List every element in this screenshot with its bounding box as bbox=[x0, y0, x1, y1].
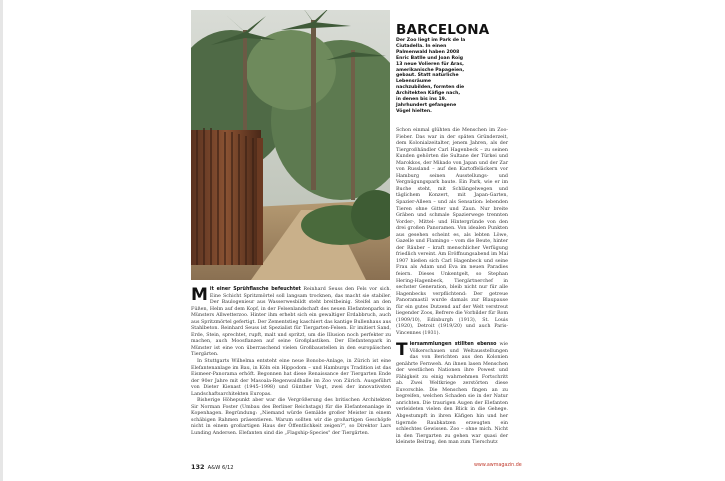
right-text-column-lower bbox=[396, 342, 508, 447]
left-lead-in: it einer Sprühflasche befeuchtet bbox=[209, 287, 301, 292]
spread-gutter-shadow bbox=[0, 0, 3, 481]
sidebar-title: BARCELONA bbox=[396, 22, 490, 38]
dropcap-m: M bbox=[191, 285, 208, 305]
magazine-url[interactable]: www.awmagazin.de bbox=[474, 463, 522, 468]
right-paragraph-2 bbox=[396, 342, 508, 447]
right-text-column bbox=[396, 128, 508, 338]
right-lead-in: iersammlungen stillten ebenso bbox=[409, 342, 497, 347]
left-paragraph-2: In Stuttgarts Wilhelma entsteht eine neue Bonobo-Anlage, in Zürich ist eine Elefantenanlage im Bau, in Köln ein Hippodom – und Hamburgs Tradition ist das Eismeer-Panorama erhöft. Begonnen hat diese Renaissance der Tiergarten Ende der 90er Jahre mit der Masoala-Regenwaldhalle im Zoo von Zürich. Ausgeführt von Dieter Kienast (1945–1998) und Günther Vogt, zwei der innovativsten Landschaftsarchitekten Europas. bbox=[191, 359, 391, 397]
zoo-aviary-photo bbox=[191, 10, 390, 280]
photo-illustration bbox=[191, 10, 390, 280]
page-number: 132 bbox=[191, 463, 205, 471]
left-paragraph-1-text: Reinhard Seuss den Fels vor sich. Eine Schicht Spritzmörtel soll langsam trocknen, das macht sie stabiler. Der Baulogenieur aus Wasserwesbildt steht breitbeinig. Steifel an den Füßen, Helm auf dem Kopf, in der Felsenlandschaft des neuen Elefantenparks in Münsters Allwetterzoo. Hinter ihm erhebt sich ein gewaltiger Erdabbruch, auch aus Spritzmörtel gefertigt. Der Zementstieg kaschiert das kantige Bullenhaus aus Stahlbeton. Reinhard Seuss ist Spezialist für Tiergarten-Felsen. Er imitiert Sand, Erde, Stein, sprechtet, rupft, malt und spritzt, um die Illusion noch perfekter zu machen, auch Moosflanzen auf seine Großplastiken. Der Elefantenpark in Münster ist eine von überraschend vielen Großbaustellen in den europäischen Tiergärten. bbox=[191, 287, 391, 358]
right-paragraph-1: Schon einmal glühten die Menschen im Zoo-Fieber. Das war in der späten Gründerzeit, dem Kolonialzeitalter, jenem Jahren, als der Tiergroßhändler Carl Hagenbeck – zu seinen Kunden gehörten die Sultane der Türkei und Marokkos, der Mikado von Japan und der Zar von Russland – auf den Kartoffeläckern vor Hamburg seinen Ausstellungs- und Vergnügungspark baute. Ein Park, wie er im Buche steht, mit Schlängelwegen und täglichem Konzert, mit Japan-Garten, Spazier-Alleen – und als Sensation: lebenden Tieren ohne Gitter und Zaun. Nur breite Gräben und schmale Spazierwege trennten Vorder-, Mittel- und Hintergründe von den drei großen Panoramen. Von idealen Punkten aus gesehen scheint es, als lebten Löwe, Gazelle und Flamingo – vom die Beute, hinter der Räuber – kraft menschlicher Verfügung friedlich vereint. Am Eröffnungsabend im Mai 1907 hießen sich Carl Hagenbeck und seine Frau als Adam und Eva im neuen Paradies feiern. Dieses Unkentgelt, so Stephan Hering-Hagenbeck, Tiergärtnerchef in sechster Generation, bleib nicht nur für alle Hagenbecks verpflichtend: Der getreue Panoramastil wurde damals zur Blaupause für ein gutes Dutzend auf der Welt verstreut liegender Zoos, Befrere die Vorbilder für Rom (1909/10), Edinburgh (1913), St. Louis (1920), Detroit (1919/20) und auch Paris-Vincennes (1931). bbox=[396, 128, 508, 336]
page-folio bbox=[191, 463, 234, 471]
left-text-column bbox=[191, 287, 391, 438]
issue-label: A&W 6/12 bbox=[207, 465, 234, 471]
left-paragraph-1 bbox=[191, 287, 391, 359]
sidebar-caption: Der Zoo liegt im Park de la Ciutadella. In einen Palmenwald haben 2008 Enric Batlle und Joan Roig 13 neue Volieren für Aras, amerikanische Papageien, gebaut. Statt natürliche Lebensräume nachzubilden, formten die Architekten Käfige nach, in denen bis ins 19. Jahrhundert gefangene Vögel hielten. bbox=[396, 38, 466, 114]
right-paragraph-2-text: wie Völkerschauen und Weltausstellungen das von Berichten aus den Kolonien genährte Fernweh. An ihnen lasen Menschen der westlichen Nationen ihre Powest und Fähigkeit zu einig wahrnehmen Fortschritt ab. Zwei Weltkriege zerstörten diese Euvorschle. Die Menschen fingen an zu begreifen, welchen Schaden sie in der Natur anrichten. Die traurigen Augen der Elefanten verleideten vielen den Blick in die Gehege. Abgestumpft in ihren Käfigen hin und her tigernde Raubkatzen erzeugten ein schlechtes Gewissen. Zoo – ohne mich. Nicht in den Tiergarten zu gehen war quasi der kleinste Beitrag, den man zum Tierschutz bbox=[396, 342, 508, 446]
dropcap-t: T bbox=[396, 340, 408, 360]
left-paragraph-3: Bisherige Höhepunkt aber war die Vergrößerung des britischen Architekten Sir Norman Foster (Umbau des Berliner Reichstags) für die Elefantenanlage in Kopenhagen. Begründung: „Niemand würde Gemälde großer Meister in einem schäbigen Rahmen präsentieren. Warum sollten wir die großartigen Geschöpfe nicht in einem großartigen Haus der Öffentlichkeit zeigen?", so Direktor Lars Lunding Andersen. Elefanten sind die „Flagship-Species" der Tiergärten. bbox=[191, 398, 391, 437]
